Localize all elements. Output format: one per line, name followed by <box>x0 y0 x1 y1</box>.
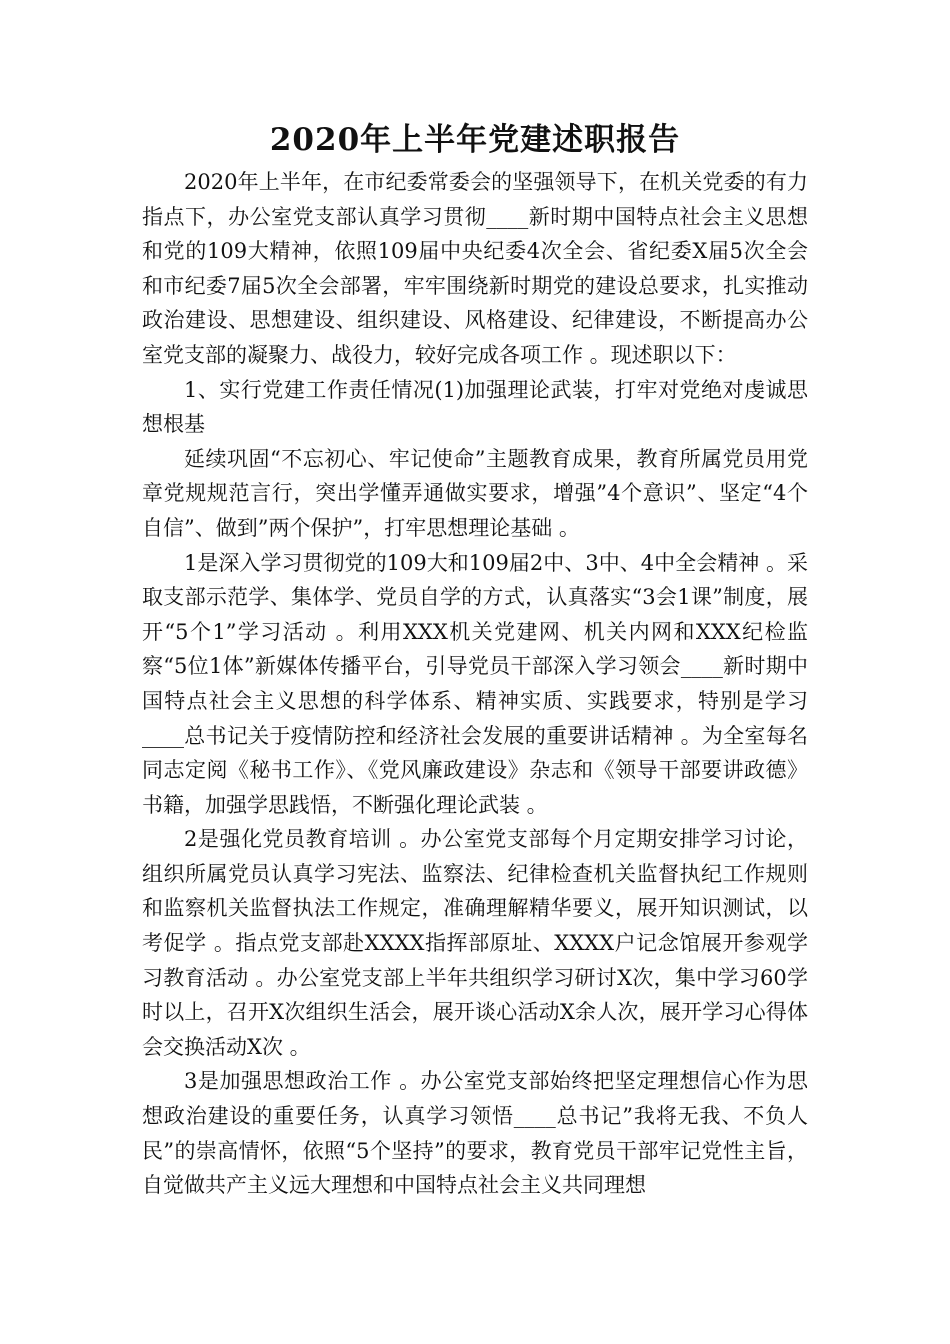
paragraph-intro: 2020年上半年，在市纪委常委会的坚强领导下，在机关党委的有力指点下，办公室党支部认真学习贯彻____新时期中国特点社会主义思想和党的109大精神，依照109届中央纪委4次全会、省纪委X届5次全会和市纪委7届5次全会部署，牢牢围绕新时期党的建设总要求，扎实推动政治建设、思想建设、组织建设、风格建设、纪律建设，不断提高办公室党支部的凝聚力、战役力，较好完成各项工作 。现述职以下： <box>142 170 808 367</box>
document-body <box>142 165 808 1203</box>
paragraph-point-2: 2是强化党员教育培训 。办公室党支部每个月定期安排学习讨论，组织所属党员认真学习宪法、监察法、纪律检查机关监督执纪工作规则和监察机关监督执法工作规定，准确理解精华要义，展开知识测试，以考促学 。指点党支部赴XXXX指挥部原址、XXXX户记念馆展开参观学习教育活动 。办公室党支部上半年共组织学习研讨X次，集中学习60学时以上，召开X次组织生活会，展开谈心活动X余人次，展开学习心得体会交换活动X次 。 <box>142 827 808 1059</box>
paragraph-point-3: 3是加强思想政治工作 。办公室党支部始终把坚定理想信心作为思想政治建设的重要任务，认真学习领悟____总书记”我将无我、不负人民”的崇高情怀，依照“5个坚持”的要求，教育党员干部牢记党性主旨，自觉做共产主义远大理想和中国特点社会主义共同理想 <box>142 1069 808 1198</box>
paragraph-section-heading: 1、实行党建工作责任情况(1)加强理论武装，打牢对党绝对虔诚思想根基 <box>142 377 808 437</box>
paragraph-point-1: 1是深入学习贯彻党的109大和109届2中、3中、4中全会精神 。采取支部示范学、集体学、党员自学的方式，认真落实“3会1课”制度，展开“5个1”学习活动 。利用XXX机关党建网、机关内网和XXX纪检监察“5位1体”新媒体传播平台，引导党员干部深入学习领会____新时期中国特点社会主义思想的科学体系、精神实质、实践要求，特别是学习____总书记关于疫情防控和经济社会发展的重要讲话精神 。为全室每名同志定阅《秘书工作》、《党风廉政建设》杂志和《领导干部要讲政德》书籍，加强学思践悟，不断强化理论武装 。 <box>142 550 808 817</box>
document-title: 2020年上半年党建述职报告 <box>269 122 681 158</box>
paragraph-consolidate: 延续巩固“不忘初心、牢记使命”主题教育成果，教育所属党员用党章党规规范言行，突出学懂弄通做实要求，增强”4个意识”、坚定“4个自信”、做到”两个保护”，打牢思想理论基础 。 <box>142 446 808 540</box>
